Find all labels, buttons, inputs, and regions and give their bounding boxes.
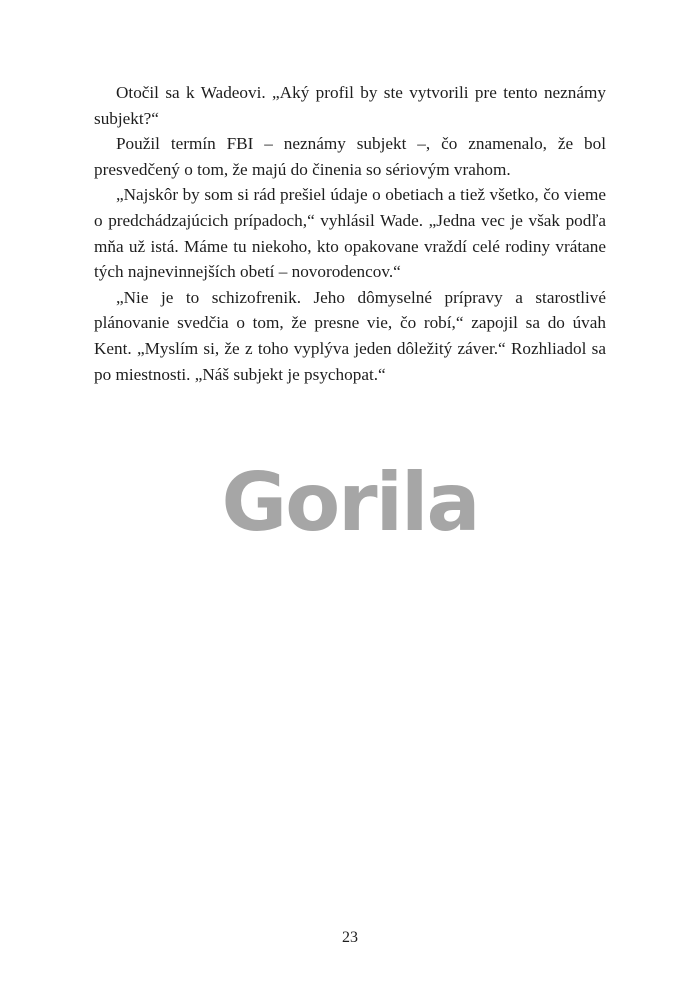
paragraph: Otočil sa k Wadeovi. „Aký profil by ste vytvorili pre tento neznámy subjekt?“ xyxy=(94,83,606,128)
body-text xyxy=(94,80,606,387)
paragraph: „Najskôr by som si rád prešiel údaje o obetiach a tiež všetko, čo vieme o predchádzajúcich prípadoch,“ vyhlásil Wade. „Jedna vec je však podľa mňa už istá. Máme tu niekoho, kto opakovane vraždí celé rodiny vrátane tých najnevinnejších obetí – novorodencov.“ xyxy=(94,185,606,282)
publisher-watermark: Gorila xyxy=(221,456,479,549)
paragraph: „Nie je to schizofrenik. Jeho dômyselné prípravy a starostlivé plánovanie svedčia o tom, že presne vie, čo robí,“ zapojil sa do úvah Kent. „Myslím si, že z toho vyplýva jeden dôležitý záver.“ Rozhliadol sa po miestnosti. „Náš subjekt je psychopat.“ xyxy=(94,287,606,384)
page-number: 23 xyxy=(342,929,358,946)
paragraph: Použil termín FBI – neznámy subjekt –, čo znamenalo, že bol presvedčený o tom, že majú do činenia so sériovým vrahom. xyxy=(94,134,606,179)
